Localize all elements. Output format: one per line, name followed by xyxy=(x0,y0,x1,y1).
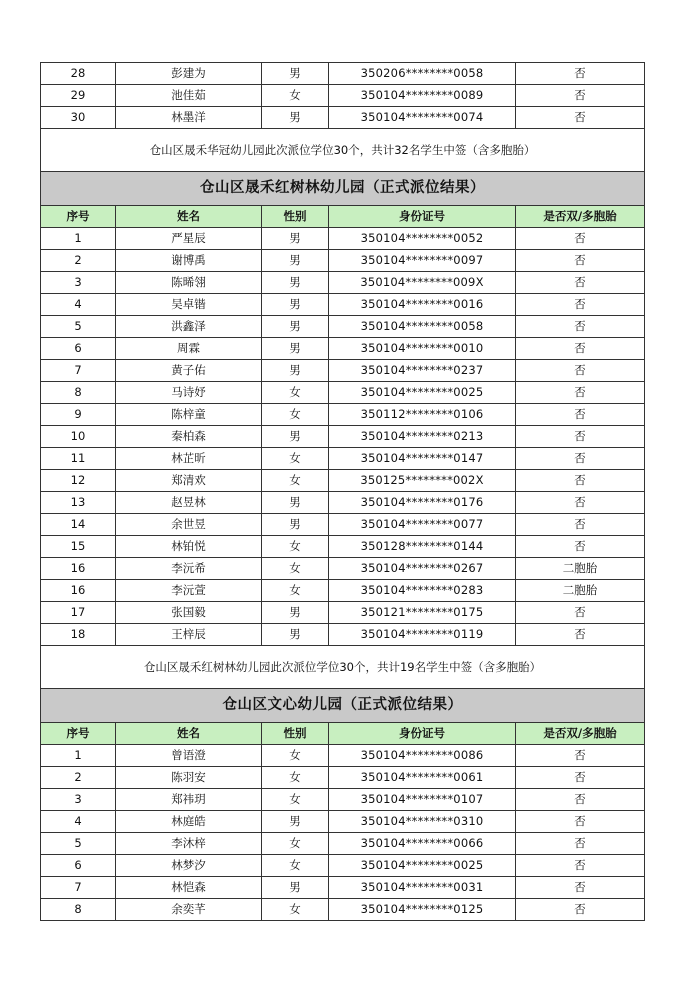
row-number-cell: 5 xyxy=(41,316,116,338)
table-row xyxy=(41,85,645,107)
table-row xyxy=(41,470,645,492)
name-cell: 王梓辰 xyxy=(116,624,262,646)
gender-cell: 男 xyxy=(262,624,329,646)
summary-note: 仓山区晟禾红树林幼儿园此次派位学位30个，共计19名学生中签（含多胞胎） xyxy=(41,646,645,689)
gender-cell: 女 xyxy=(262,404,329,426)
header-gender: 性别 xyxy=(262,206,329,228)
gender-cell: 男 xyxy=(262,514,329,536)
twin-status-cell: 否 xyxy=(516,426,645,448)
id-number-cell: 350104********0107 xyxy=(329,789,516,811)
section-title: 仓山区文心幼儿园（正式派位结果） xyxy=(41,689,645,723)
gender-cell: 女 xyxy=(262,789,329,811)
name-cell: 吴卓锴 xyxy=(116,294,262,316)
table-row xyxy=(41,833,645,855)
column-header-row xyxy=(41,723,645,745)
id-number-cell: 350104********009X xyxy=(329,272,516,294)
row-number-cell: 4 xyxy=(41,294,116,316)
row-number-cell: 7 xyxy=(41,360,116,382)
name-cell: 严星辰 xyxy=(116,228,262,250)
id-number-cell: 350104********0176 xyxy=(329,492,516,514)
table-row xyxy=(41,767,645,789)
twin-status-cell: 否 xyxy=(516,811,645,833)
table-row xyxy=(41,250,645,272)
gender-cell: 男 xyxy=(262,272,329,294)
name-cell: 彭建为 xyxy=(116,63,262,85)
table-row xyxy=(41,316,645,338)
row-number-cell: 30 xyxy=(41,107,116,129)
gender-cell: 男 xyxy=(262,294,329,316)
twin-status-cell: 否 xyxy=(516,492,645,514)
table-row xyxy=(41,811,645,833)
row-number-cell: 8 xyxy=(41,899,116,921)
id-number-cell: 350104********0016 xyxy=(329,294,516,316)
name-cell: 林梦汐 xyxy=(116,855,262,877)
table-row xyxy=(41,228,645,250)
id-number-cell: 350125********002X xyxy=(329,470,516,492)
twin-status-cell: 否 xyxy=(516,789,645,811)
table-row xyxy=(41,745,645,767)
row-number-cell: 29 xyxy=(41,85,116,107)
column-header-row xyxy=(41,206,645,228)
twin-status-cell: 否 xyxy=(516,382,645,404)
gender-cell: 女 xyxy=(262,85,329,107)
name-cell: 李沅希 xyxy=(116,558,262,580)
id-number-cell: 350104********0025 xyxy=(329,382,516,404)
name-cell: 赵昱林 xyxy=(116,492,262,514)
name-cell: 洪鑫泽 xyxy=(116,316,262,338)
twin-status-cell: 否 xyxy=(516,228,645,250)
row-number-cell: 6 xyxy=(41,855,116,877)
id-number-cell: 350104********0089 xyxy=(329,85,516,107)
twin-status-cell: 否 xyxy=(516,294,645,316)
id-number-cell: 350206********0058 xyxy=(329,63,516,85)
header-serial-number: 序号 xyxy=(41,206,116,228)
row-number-cell: 7 xyxy=(41,877,116,899)
name-cell: 黄子佑 xyxy=(116,360,262,382)
twin-status-cell: 否 xyxy=(516,855,645,877)
row-number-cell: 3 xyxy=(41,789,116,811)
name-cell: 马诗妤 xyxy=(116,382,262,404)
name-cell: 林墨洋 xyxy=(116,107,262,129)
row-number-cell: 18 xyxy=(41,624,116,646)
id-number-cell: 350104********0237 xyxy=(329,360,516,382)
gender-cell: 男 xyxy=(262,250,329,272)
row-number-cell: 5 xyxy=(41,833,116,855)
id-number-cell: 350104********0097 xyxy=(329,250,516,272)
table-row xyxy=(41,789,645,811)
id-number-cell: 350104********0066 xyxy=(329,833,516,855)
twin-status-cell: 否 xyxy=(516,338,645,360)
row-number-cell: 1 xyxy=(41,228,116,250)
table-row xyxy=(41,514,645,536)
id-number-cell: 350104********0010 xyxy=(329,338,516,360)
table-row xyxy=(41,404,645,426)
name-cell: 郑清欢 xyxy=(116,470,262,492)
table-row xyxy=(41,602,645,624)
id-number-cell: 350104********0283 xyxy=(329,580,516,602)
twin-status-cell: 否 xyxy=(516,833,645,855)
twin-status-cell: 否 xyxy=(516,250,645,272)
gender-cell: 女 xyxy=(262,448,329,470)
name-cell: 余世昱 xyxy=(116,514,262,536)
row-number-cell: 2 xyxy=(41,767,116,789)
gender-cell: 女 xyxy=(262,382,329,404)
id-number-cell: 350104********0125 xyxy=(329,899,516,921)
gender-cell: 男 xyxy=(262,877,329,899)
gender-cell: 男 xyxy=(262,107,329,129)
name-cell: 陈梓童 xyxy=(116,404,262,426)
name-cell: 林芷昕 xyxy=(116,448,262,470)
id-number-cell: 350104********0147 xyxy=(329,448,516,470)
row-number-cell: 10 xyxy=(41,426,116,448)
id-number-cell: 350104********0086 xyxy=(329,745,516,767)
gender-cell: 女 xyxy=(262,470,329,492)
name-cell: 周霖 xyxy=(116,338,262,360)
row-number-cell: 9 xyxy=(41,404,116,426)
table-row xyxy=(41,63,645,85)
section-title: 仓山区晟禾红树林幼儿园（正式派位结果） xyxy=(41,172,645,206)
id-number-cell: 350104********0213 xyxy=(329,426,516,448)
table-row xyxy=(41,426,645,448)
twin-status-cell: 二胞胎 xyxy=(516,558,645,580)
header-id-number: 身份证号 xyxy=(329,206,516,228)
table-row xyxy=(41,294,645,316)
table-row xyxy=(41,382,645,404)
id-number-cell: 350104********0310 xyxy=(329,811,516,833)
row-number-cell: 15 xyxy=(41,536,116,558)
id-number-cell: 350104********0119 xyxy=(329,624,516,646)
row-number-cell: 14 xyxy=(41,514,116,536)
header-serial-number: 序号 xyxy=(41,723,116,745)
id-number-cell: 350104********0074 xyxy=(329,107,516,129)
twin-status-cell: 否 xyxy=(516,899,645,921)
row-number-cell: 12 xyxy=(41,470,116,492)
gender-cell: 女 xyxy=(262,745,329,767)
table-row xyxy=(41,536,645,558)
gender-cell: 女 xyxy=(262,558,329,580)
twin-status-cell: 二胞胎 xyxy=(516,580,645,602)
row-number-cell: 3 xyxy=(41,272,116,294)
gender-cell: 女 xyxy=(262,833,329,855)
id-number-cell: 350104********0267 xyxy=(329,558,516,580)
table-row xyxy=(41,899,645,921)
id-number-cell: 350104********0052 xyxy=(329,228,516,250)
name-cell: 谢博禹 xyxy=(116,250,262,272)
row-number-cell: 4 xyxy=(41,811,116,833)
gender-cell: 女 xyxy=(262,767,329,789)
row-number-cell: 2 xyxy=(41,250,116,272)
gender-cell: 男 xyxy=(262,316,329,338)
header-id-number: 身份证号 xyxy=(329,723,516,745)
name-cell: 林庭皓 xyxy=(116,811,262,833)
row-number-cell: 8 xyxy=(41,382,116,404)
table-row xyxy=(41,338,645,360)
name-cell: 李沅萱 xyxy=(116,580,262,602)
section-title-row xyxy=(41,172,645,206)
gender-cell: 男 xyxy=(262,228,329,250)
twin-status-cell: 否 xyxy=(516,514,645,536)
twin-status-cell: 否 xyxy=(516,536,645,558)
gender-cell: 女 xyxy=(262,855,329,877)
twin-status-cell: 否 xyxy=(516,877,645,899)
row-number-cell: 16 xyxy=(41,558,116,580)
name-cell: 张国毅 xyxy=(116,602,262,624)
row-number-cell: 1 xyxy=(41,745,116,767)
row-number-cell: 16 xyxy=(41,580,116,602)
name-cell: 林铂悦 xyxy=(116,536,262,558)
twin-status-cell: 否 xyxy=(516,624,645,646)
header-name: 姓名 xyxy=(116,723,262,745)
header-twin-status: 是否双/多胞胎 xyxy=(516,206,645,228)
name-cell: 秦柏森 xyxy=(116,426,262,448)
table-row xyxy=(41,448,645,470)
twin-status-cell: 否 xyxy=(516,448,645,470)
name-cell: 李沐梓 xyxy=(116,833,262,855)
twin-status-cell: 否 xyxy=(516,767,645,789)
name-cell: 池佳茹 xyxy=(116,85,262,107)
id-number-cell: 350121********0175 xyxy=(329,602,516,624)
table-row xyxy=(41,877,645,899)
table-row xyxy=(41,360,645,382)
table-row xyxy=(41,558,645,580)
table-row xyxy=(41,580,645,602)
twin-status-cell: 否 xyxy=(516,63,645,85)
table-row xyxy=(41,107,645,129)
gender-cell: 男 xyxy=(262,492,329,514)
header-twin-status: 是否双/多胞胎 xyxy=(516,723,645,745)
row-number-cell: 11 xyxy=(41,448,116,470)
header-name: 姓名 xyxy=(116,206,262,228)
twin-status-cell: 否 xyxy=(516,316,645,338)
row-number-cell: 6 xyxy=(41,338,116,360)
twin-status-cell: 否 xyxy=(516,107,645,129)
name-cell: 郑祎玥 xyxy=(116,789,262,811)
section-title-row xyxy=(41,689,645,723)
header-gender: 性别 xyxy=(262,723,329,745)
table-row xyxy=(41,272,645,294)
gender-cell: 女 xyxy=(262,536,329,558)
table-row xyxy=(41,855,645,877)
twin-status-cell: 否 xyxy=(516,360,645,382)
id-number-cell: 350104********0025 xyxy=(329,855,516,877)
name-cell: 陈羽安 xyxy=(116,767,262,789)
summary-note-row xyxy=(41,129,645,172)
gender-cell: 女 xyxy=(262,580,329,602)
id-number-cell: 350104********0077 xyxy=(329,514,516,536)
name-cell: 林恺森 xyxy=(116,877,262,899)
twin-status-cell: 否 xyxy=(516,602,645,624)
gender-cell: 男 xyxy=(262,63,329,85)
row-number-cell: 13 xyxy=(41,492,116,514)
twin-status-cell: 否 xyxy=(516,272,645,294)
twin-status-cell: 否 xyxy=(516,470,645,492)
twin-status-cell: 否 xyxy=(516,404,645,426)
id-number-cell: 350104********0058 xyxy=(329,316,516,338)
twin-status-cell: 否 xyxy=(516,745,645,767)
gender-cell: 男 xyxy=(262,338,329,360)
id-number-cell: 350112********0106 xyxy=(329,404,516,426)
twin-status-cell: 否 xyxy=(516,85,645,107)
summary-note-row xyxy=(41,646,645,689)
row-number-cell: 17 xyxy=(41,602,116,624)
name-cell: 余奕芊 xyxy=(116,899,262,921)
gender-cell: 男 xyxy=(262,602,329,624)
id-number-cell: 350104********0031 xyxy=(329,877,516,899)
row-number-cell: 28 xyxy=(41,63,116,85)
gender-cell: 男 xyxy=(262,811,329,833)
table-row xyxy=(41,492,645,514)
gender-cell: 男 xyxy=(262,360,329,382)
gender-cell: 男 xyxy=(262,426,329,448)
id-number-cell: 350104********0061 xyxy=(329,767,516,789)
name-cell: 曾语澄 xyxy=(116,745,262,767)
summary-note: 仓山区晟禾华冠幼儿园此次派位学位30个，共计32名学生中签（含多胞胎） xyxy=(41,129,645,172)
gender-cell: 女 xyxy=(262,899,329,921)
id-number-cell: 350128********0144 xyxy=(329,536,516,558)
name-cell: 陈晞翎 xyxy=(116,272,262,294)
placement-results-table xyxy=(40,62,645,921)
table-row xyxy=(41,624,645,646)
